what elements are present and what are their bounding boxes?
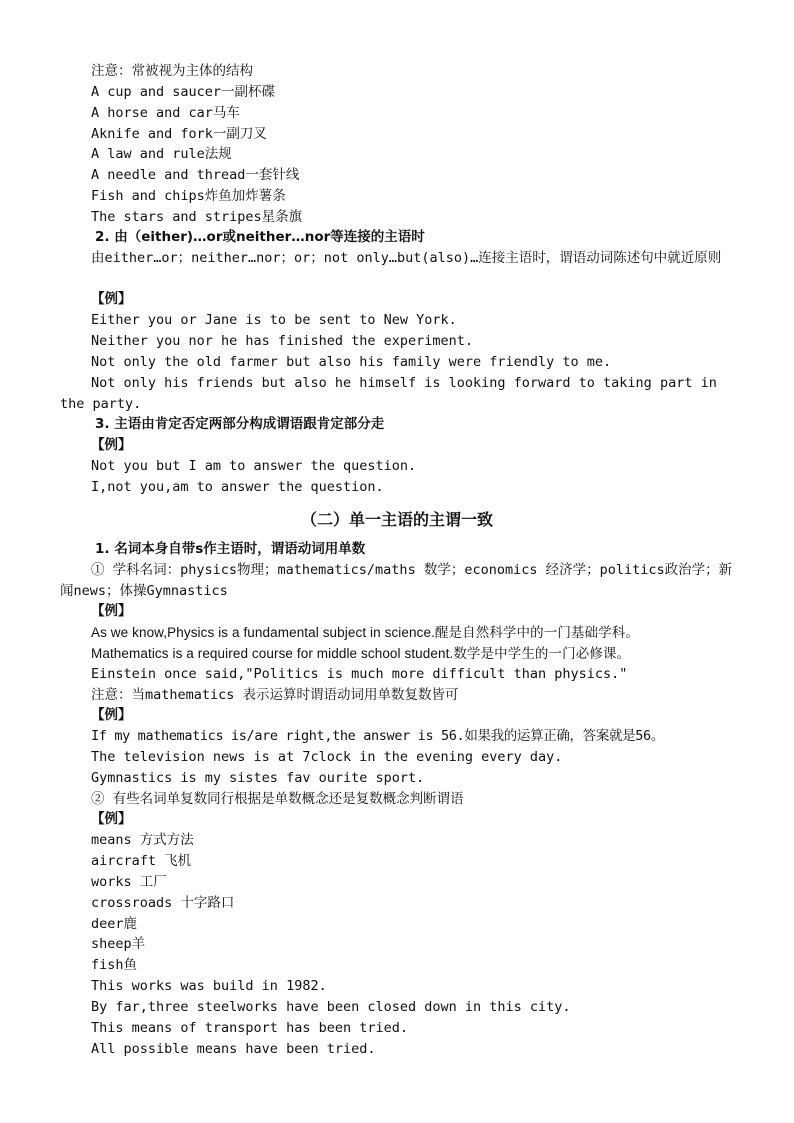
vocab-item: crossroads 十字路口	[91, 895, 235, 911]
example-sentence: This means of transport has been tried.	[91, 1020, 408, 1036]
vocab-item: sheep羊	[91, 936, 146, 952]
phrase-line: A law and rule法规	[91, 146, 232, 162]
phrase-line: Aknife and fork一副刀叉	[91, 126, 267, 142]
example-sentence: This works was build in 1982.	[91, 978, 327, 994]
vocab-item: aircraft 飞机	[91, 853, 192, 869]
example-sentence: Neither you nor he has finished the experiment.	[91, 333, 474, 349]
example-label: 【例】	[91, 707, 132, 723]
example-sentence: If my mathematics is/are right,the answer is 56.如果我的运算正确，答案就是56。	[91, 728, 664, 744]
example-sentence: Einstein once said,"Politics is much more difficult than physics."	[91, 666, 628, 682]
example-sentence: All possible means have been tried.	[91, 1041, 376, 1057]
rule-paragraph-text: ① 学科名词：physics物理；mathematics/maths 数学；economics 经济学；politics政治学；新闻news；体操Gymnastics	[60, 562, 733, 599]
note-line: 注意：常被视为主体的结构	[91, 63, 253, 79]
note-line: 注意：当mathematics 表示运算时谓语动词用单数复数皆可	[91, 687, 459, 703]
phrase-line: A horse and car马车	[91, 105, 240, 121]
rule-paragraph	[60, 560, 740, 602]
example-sentence: I,not you,am to answer the question.	[91, 479, 384, 495]
example-label: 【例】	[91, 811, 132, 827]
rule-heading: 1. 名词本身自带s作主语时，谓语动词用单数	[95, 541, 366, 557]
example-sentence: Not you but I am to answer the question.	[91, 458, 417, 474]
example-label: 【例】	[91, 603, 132, 619]
example-sentence	[60, 373, 740, 415]
vocab-item: works 工厂	[91, 874, 167, 890]
vocab-item: means 方式方法	[91, 832, 194, 848]
example-sentence: Not only the old farmer but also his family were friendly to me.	[91, 354, 612, 370]
phrase-line: The stars and stripes星条旗	[91, 209, 303, 225]
example-sentence: Either you or Jane is to be sent to New York.	[91, 312, 457, 328]
rule-paragraph-text: 由either…or；neither…nor；or；not only…but(also)…连接主语时，谓语动词陈述句中就近原则	[91, 250, 722, 266]
example-sentence: By far,three steelworks have been closed down in this city.	[91, 999, 571, 1015]
phrase-line: A needle and thread一套针线	[91, 167, 300, 183]
vocab-item: deer鹿	[91, 916, 138, 932]
example-sentence: Gymnastics is my sistes fav ourite sport.	[91, 770, 425, 786]
rule-heading: 3. 主语由肯定否定两部分构成谓语跟肯定部分走	[95, 416, 385, 432]
rule-paragraph: ② 有些名词单复数同行根据是单数概念还是复数概念判断谓语	[91, 791, 464, 807]
example-label: 【例】	[91, 437, 132, 453]
example-label: 【例】	[91, 291, 132, 307]
vocab-item: fish鱼	[91, 957, 138, 973]
example-sentence: Mathematics is a required course for middle school student.数学是中学生的一门必修课。	[91, 646, 631, 661]
phrase-line: A cup and saucer一副杯碟	[91, 84, 276, 100]
phrase-line: Fish and chips炸鱼加炸薯条	[91, 188, 286, 204]
example-sentence: The television news is at 7clock in the evening every day.	[91, 749, 563, 765]
example-sentence: As we know,Physics is a fundamental subject in science.醒是自然科学中的一门基础学科。	[91, 625, 639, 640]
section-title: （二）单一主语的主谓一致	[300, 510, 493, 529]
example-sentence-text: Not only his friends but also he himself is looking forward to taking part in the party.	[60, 375, 717, 412]
rule-heading: 2. 由（either)…or或neither…nor等连接的主语时	[95, 229, 425, 245]
rule-paragraph	[60, 248, 740, 269]
